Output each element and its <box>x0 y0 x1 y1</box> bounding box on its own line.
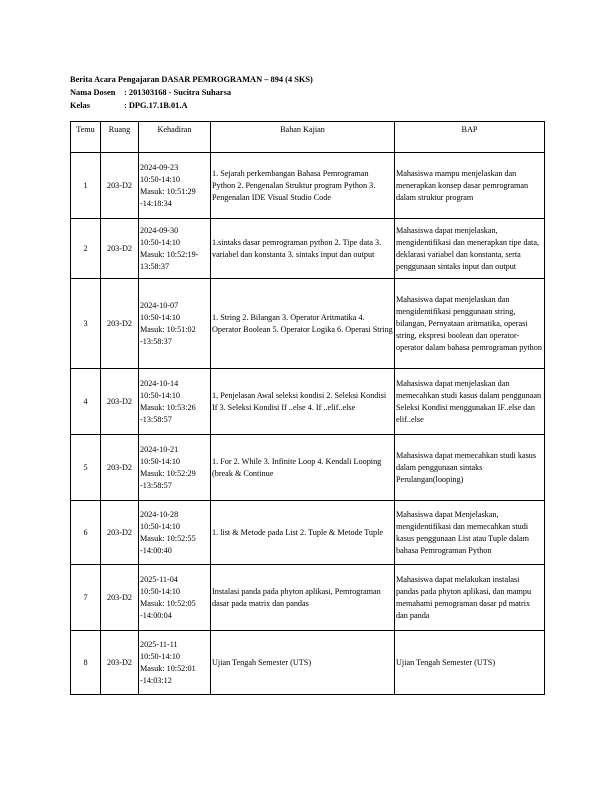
col-header-bap: BAP <box>395 122 545 153</box>
kehadiran-line: 2024-10-21 <box>140 444 179 454</box>
kehadiran-cell <box>139 369 211 435</box>
temu-cell: 7 <box>71 565 101 631</box>
kehadiran-line: -13:58:37 <box>140 336 172 346</box>
temu-cell: 1 <box>71 153 101 219</box>
kehadiran-cell <box>139 565 211 631</box>
ruang-cell: 203-D2 <box>101 435 139 501</box>
col-header-bahan-kajian: Bahan Kajian <box>211 122 395 153</box>
kehadiran-line: Masuk: 10:52:05 <box>140 598 196 608</box>
bahan-kajian-cell: 1.sintaks dasar pemrograman python 2. Tipe data 3. variabel dan konstanta 3. sintaks input dan output <box>211 219 395 279</box>
kehadiran-line: 10:50-14:10 <box>140 586 181 596</box>
ruang-cell: 203-D2 <box>101 631 139 695</box>
document-header <box>70 74 313 112</box>
kehadiran-cell <box>139 501 211 565</box>
kehadiran-line: 10:50-14:10 <box>140 651 181 661</box>
kehadiran-line: 10:50-14:10 <box>140 456 181 466</box>
dosen-line <box>70 87 313 100</box>
ruang-cell: 203-D2 <box>101 369 139 435</box>
kehadiran-line: 2024-10-14 <box>140 378 179 388</box>
kehadiran-line: 10:50-14:10 <box>140 390 181 400</box>
kehadiran-line: 2024-10-28 <box>140 509 179 519</box>
bahan-kajian-cell: Ujian Tengah Semester (UTS) <box>211 631 395 695</box>
kehadiran-line: Masuk: 10:52:29 <box>140 468 196 478</box>
kehadiran-cell <box>139 279 211 369</box>
table-row <box>71 631 545 695</box>
ruang-cell: 203-D2 <box>101 501 139 565</box>
kehadiran-cell <box>139 153 211 219</box>
attendance-table <box>70 121 545 695</box>
bap-cell: Ujian Tengah Semester (UTS) <box>395 631 545 695</box>
col-header-ruang: Ruang <box>101 122 139 153</box>
bahan-kajian-cell: 1. For 2. While 3. Infinite Loop 4. Kendali Looping (break & Continue <box>211 435 395 501</box>
kehadiran-cell <box>139 219 211 279</box>
ruang-cell: 203-D2 <box>101 565 139 631</box>
kehadiran-line: 13:58:37 <box>140 261 170 271</box>
kehadiran-line: -13:58:57 <box>140 414 172 424</box>
kelas-label: Kelas <box>70 100 91 110</box>
kehadiran-line: Masuk: 10:53:26 <box>140 402 196 412</box>
ruang-cell: 203-D2 <box>101 279 139 369</box>
col-header-temu: Temu <box>71 122 101 153</box>
kehadiran-line: 10:50-14:10 <box>140 521 181 531</box>
table-row <box>71 219 545 279</box>
kehadiran-line: 2024-09-23 <box>140 162 179 172</box>
bap-cell: Mahasiswa dapat Menjelaskan, mengidentifikasi dan memecahkan studi kasus penggunaan List atau Tuple dalam bahasa Pemrograman Python <box>395 501 545 565</box>
temu-cell: 5 <box>71 435 101 501</box>
kehadiran-line: -13:58:57 <box>140 480 172 490</box>
bahan-kajian-cell: 1. Sejarah perkembangan Bahasa Pemrograman Python 2. Pengenalan Struktur program Python 3. Pengenalan IDE Visual Studio Code <box>211 153 395 219</box>
dosen-label: Nama Dosen <box>70 87 116 97</box>
kehadiran-line: 2025-11-11 <box>140 639 178 649</box>
document-title: Berita Acara Pengajaran DASAR PEMROGRAMAN – 894 (4 SKS) <box>70 75 313 84</box>
bap-cell: Mahasiswa dapat menjelaskan dan memecahkan studi kasus dalam penggunaan Seleksi Kondisi menggunakan IF..else dan elif..else <box>395 369 545 435</box>
ruang-cell: 203-D2 <box>101 219 139 279</box>
kehadiran-line: 10:50-14:10 <box>140 237 181 247</box>
kehadiran-cell <box>139 435 211 501</box>
table-row <box>71 565 545 631</box>
bap-cell: Mahasiswa mampu menjelaskan dan menerapkan konsep dasar pemrograman dalam struktur program <box>395 153 545 219</box>
kehadiran-line: -14:18:34 <box>140 198 172 208</box>
table-row <box>71 435 545 501</box>
table-row <box>71 279 545 369</box>
bahan-kajian-cell: 1. String 2. Bilangan 3. Operator Aritmatika 4. Operator Boolean 5. Operator Logika 6. Operasi String <box>211 279 395 369</box>
col-header-kehadiran: Kehadiran <box>139 122 211 153</box>
table-header-row <box>71 122 545 153</box>
kehadiran-line: 2024-09-30 <box>140 225 179 235</box>
kehadiran-line: 2024-10-07 <box>140 300 179 310</box>
kehadiran-line: Masuk: 10:52:19- <box>140 249 199 259</box>
kehadiran-line: Masuk: 10:51:29 <box>140 186 196 196</box>
kehadiran-line: 10:50-14:10 <box>140 312 181 322</box>
kehadiran-line: -14:03:12 <box>140 675 172 685</box>
bap-cell: Mahasiswa dapat memecahkan studi kasus dalam penggunaan sintaks Perulangan(looping) <box>395 435 545 501</box>
kehadiran-line: Masuk: 10:52:55 <box>140 533 196 543</box>
temu-cell: 4 <box>71 369 101 435</box>
kehadiran-line: -14:00:04 <box>140 610 172 620</box>
bahan-kajian-cell: 1. list & Metode pada List 2. Tuple & Metode Tuple <box>211 501 395 565</box>
table-row <box>71 501 545 565</box>
bahan-kajian-cell: Instalasi panda pada phyton aplikasi, Pemrograman dasar pada matrix dan pandas <box>211 565 395 631</box>
bap-cell: Mahasiswa dapat menjelaskan, mengidentifikasi dan menerapkan tipe data, deklarasi variabel dan konstanta, serta penggunaan sintaks input dan output <box>395 219 545 279</box>
kelas-line <box>70 100 313 113</box>
bap-cell: Mahasiswa dapat melakukan instalasi pandas pada phyton aplikasi, dan mampu memahami pemograman dasar pd matrix dan panda <box>395 565 545 631</box>
bahan-kajian-cell: 1. Penjelasan Awal seleksi kondisi 2. Seleksi Kondisi If 3. Seleksi Kondisi If ..else 4. If ..elif..else <box>211 369 395 435</box>
kehadiran-line: Masuk: 10:51:02 <box>140 324 196 334</box>
kehadiran-line: 10:50-14:10 <box>140 174 181 184</box>
dosen-value: : 201303168 - Sucitra Suharsa <box>124 87 232 97</box>
table-row <box>71 153 545 219</box>
temu-cell: 2 <box>71 219 101 279</box>
ruang-cell: 203-D2 <box>101 153 139 219</box>
temu-cell: 3 <box>71 279 101 369</box>
kelas-value: : DPG.17.1B.01.A <box>124 100 188 110</box>
temu-cell: 6 <box>71 501 101 565</box>
kehadiran-cell <box>139 631 211 695</box>
kehadiran-line: 2025-11-04 <box>140 574 178 584</box>
kehadiran-line: Masuk: 10:52:01 <box>140 663 196 673</box>
table-row <box>71 369 545 435</box>
kehadiran-line: -14:00:40 <box>140 545 172 555</box>
temu-cell: 8 <box>71 631 101 695</box>
bap-cell: Mahasiswa dapat menjelaskan dan mengidentifikasi penggunaan string, bilangan, Pernyataan aritmatika, operasi string, ekspresi boolean dan operator-operator dalam bahasa pemrograman python <box>395 279 545 369</box>
